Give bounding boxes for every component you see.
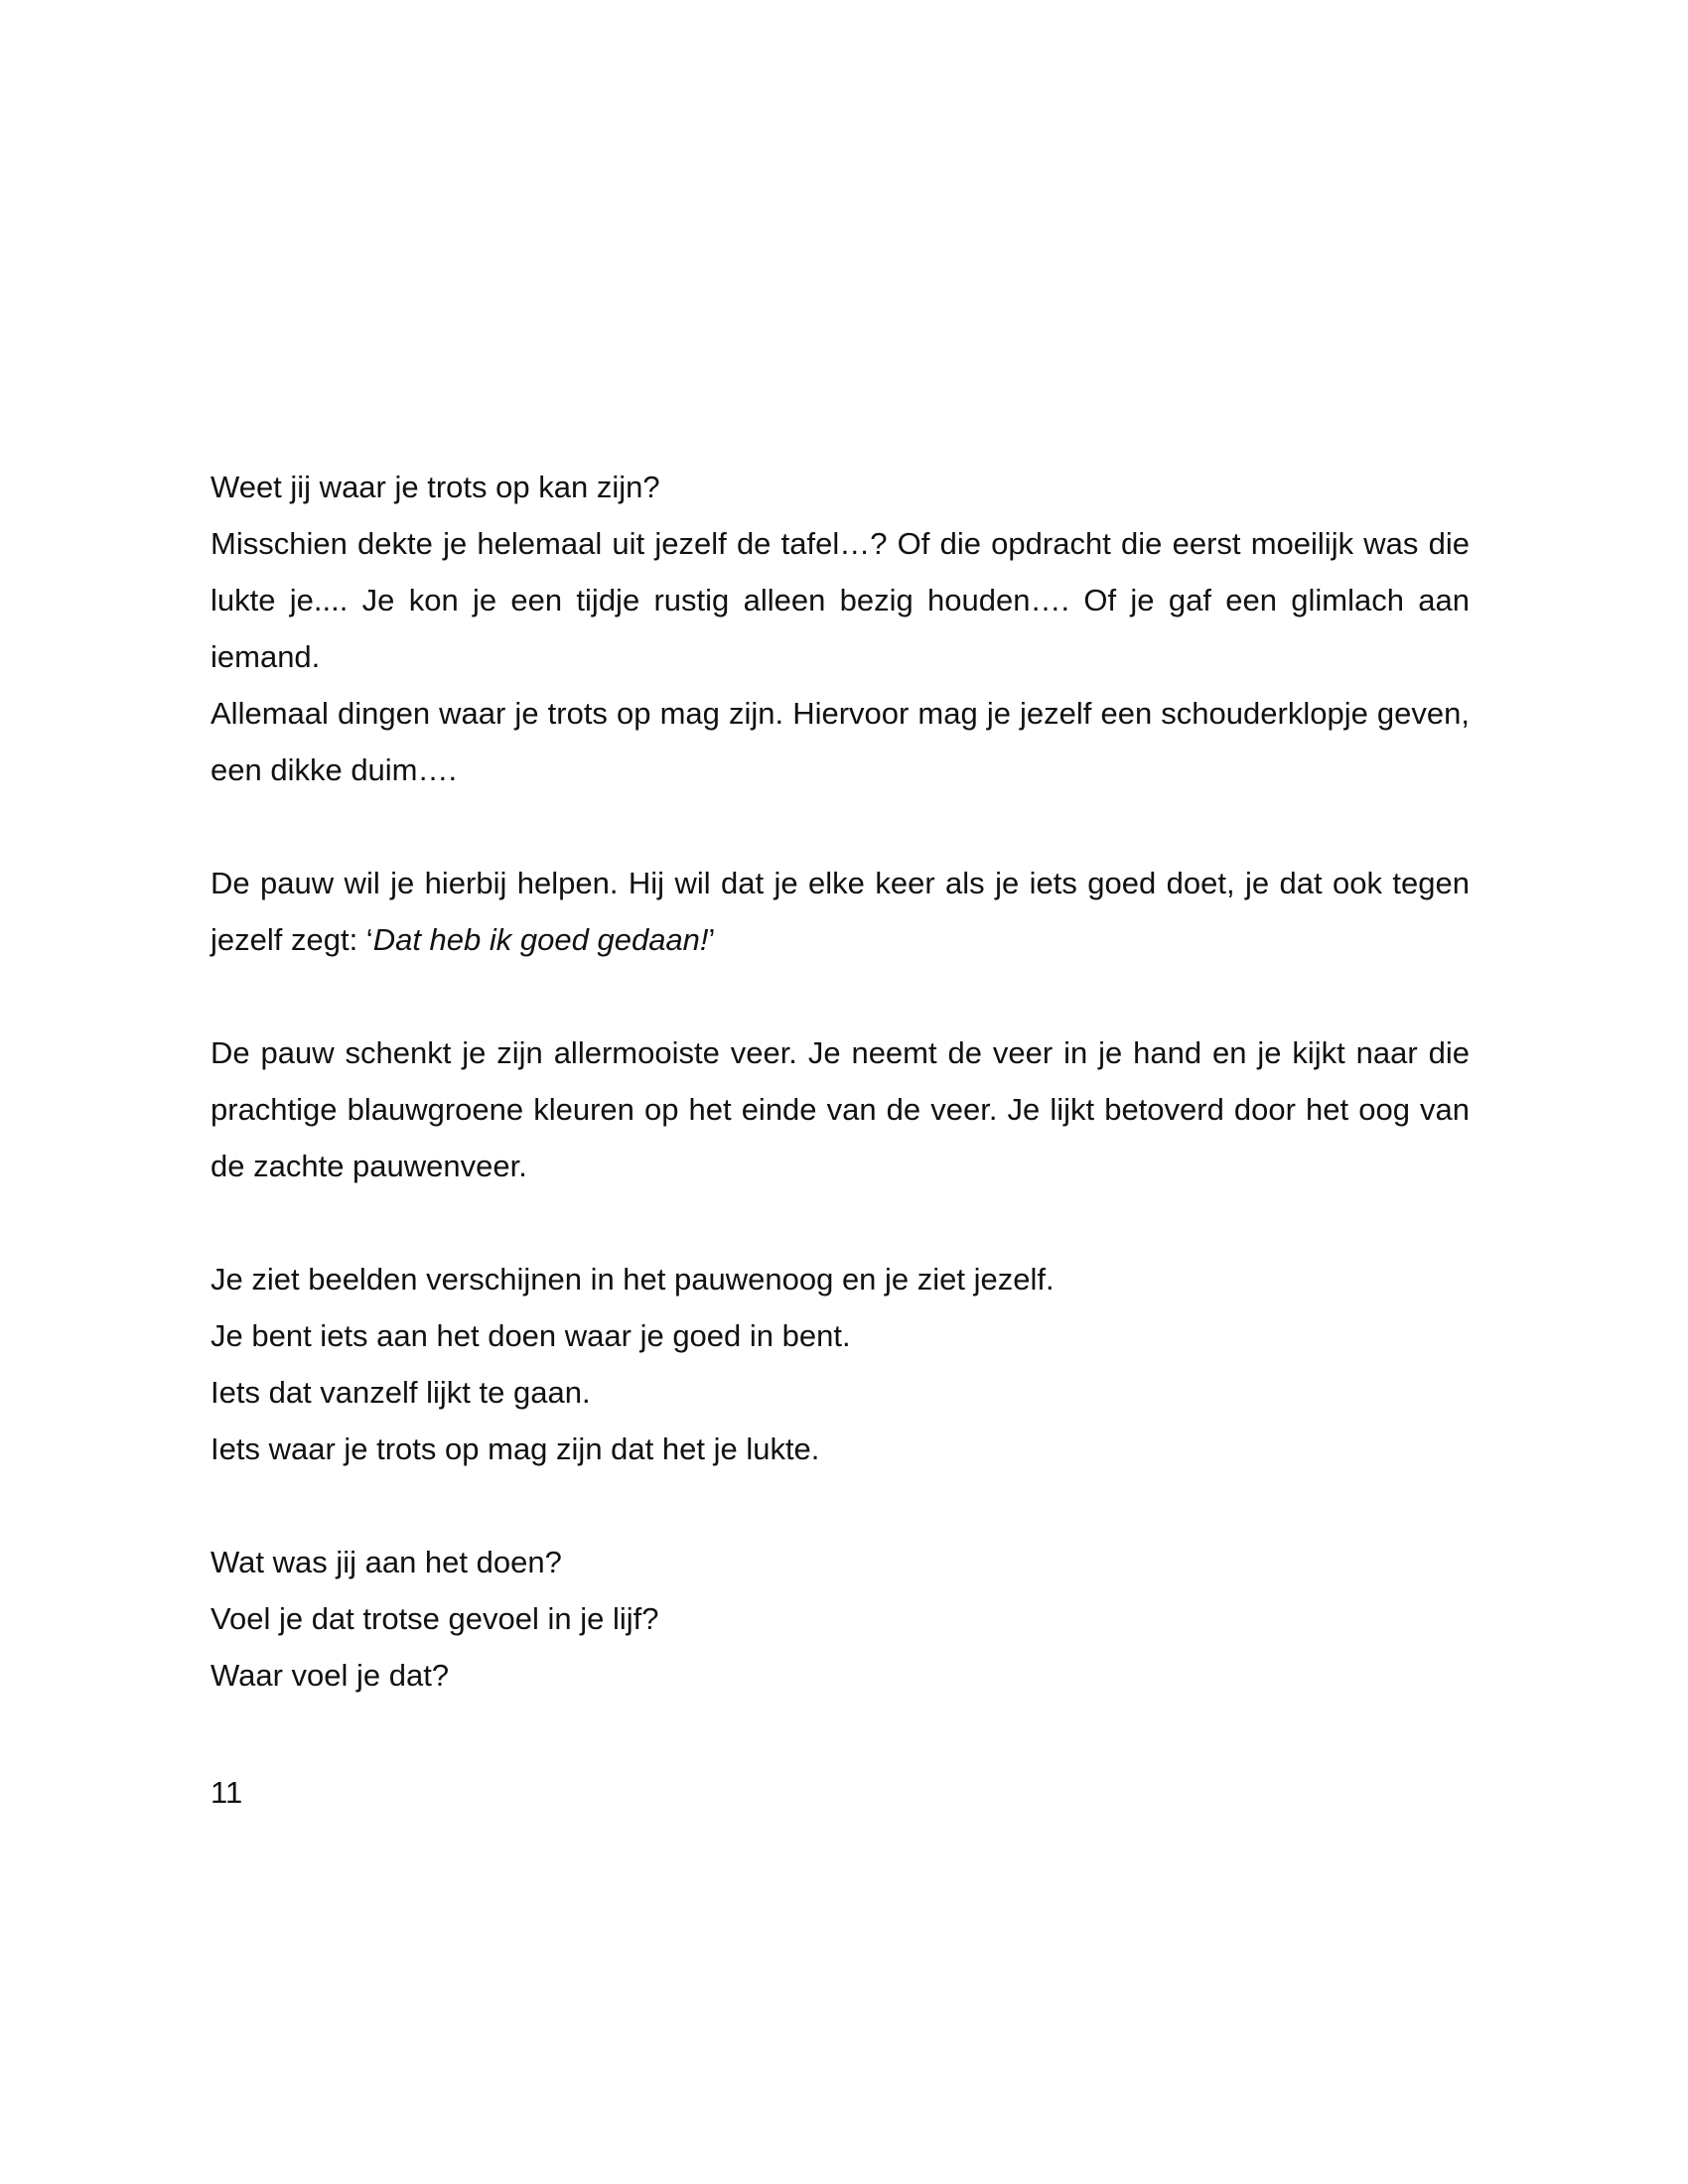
vision-line-3: Iets dat vanzelf lijkt te gaan. — [211, 1375, 591, 1410]
vision-line-4: Iets waar je trots op mag zijn dat het je lukte. — [211, 1432, 820, 1466]
paragraph-peacock-help — [211, 855, 1470, 968]
peacock-help-text: De pauw wil je hierbij helpen. Hij wil dat je elke keer als je iets goed doet, je dat ook tegen jezelf zegt: ‘ — [211, 866, 1470, 957]
paragraph-proud: Allemaal dingen waar je trots op mag zijn. Hiervoor mag je jezelf een schouderklopje geven, een dikke duim…. — [211, 696, 1470, 787]
peacock-help-quote: Dat heb ik goed gedaan! — [372, 922, 709, 957]
paragraph-spacer — [211, 1477, 1470, 1534]
paragraph-examples: Misschien dekte je helemaal uit jezelf de tafel…? Of die opdracht die eerst moeilijk was die lukte je.... Je kon je een tijdje rustig alleen bezig houden…. Of je gaf een glimlach aan iemand. — [211, 526, 1470, 674]
peacock-help-quote-end: ’ — [708, 922, 716, 957]
page-number: 11 — [211, 1775, 243, 1810]
paragraph-spacer — [211, 798, 1470, 855]
paragraph-spacer — [211, 968, 1470, 1024]
intro-question: Weet jij waar je trots op kan zijn? — [211, 470, 660, 504]
paragraph-spacer — [211, 1194, 1470, 1251]
vision-line-1: Je ziet beelden verschijnen in het pauwenoog en je ziet jezelf. — [211, 1262, 1055, 1297]
question-line-2: Voel je dat trotse gevoel in je lijf? — [211, 1601, 659, 1636]
paragraph-feather: De pauw schenkt je zijn allermooiste veer. Je neemt de veer in je hand en je kijkt naar die prachtige blauwgroene kleuren op het einde van de veer. Je lijkt betoverd door het oog van de zachte pauwenveer. — [211, 1035, 1470, 1183]
question-line-3: Waar voel je dat? — [211, 1658, 450, 1693]
vision-line-2: Je bent iets aan het doen waar je goed in bent. — [211, 1318, 851, 1353]
question-line-1: Wat was jij aan het doen? — [211, 1545, 562, 1579]
page-body — [211, 459, 1470, 1704]
